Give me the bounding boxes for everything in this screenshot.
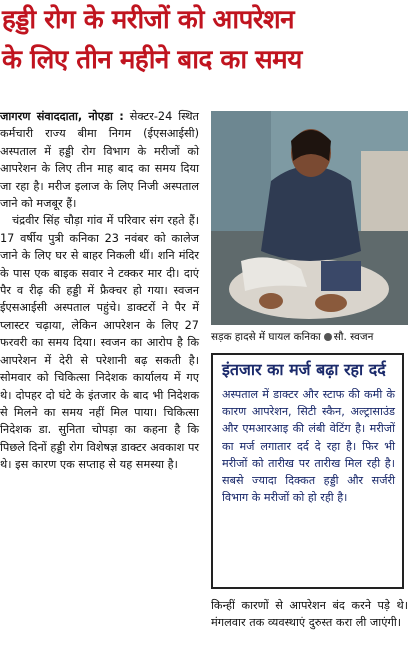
headline xyxy=(0,0,408,80)
sidebar-box-title: इंतजार का मर्ज बढ़ा रहा दर्द xyxy=(222,360,386,379)
paragraph-1-text: सेक्टर-24 स्थित कर्मचारी राज्य बीमा निगम (ईएसआईसी) अस्पताल में हड्डी रोग विभाग के मरीजों को आपरेशन के लिए तीन माह बाद का समय दिया जा रहा है। मरीज इलाज के लिए निजी अस्पताल जाने को मजबूर हैं। xyxy=(0,110,199,211)
sidebar-box xyxy=(211,353,404,589)
bullet-icon xyxy=(324,333,332,341)
headline-line-2: के लिए तीन महीने बाद का समय xyxy=(2,45,302,75)
sidebar-box-body: अस्पताल में डाक्टर और स्टाफ की कमी के कारण आपरेशन, सिटी स्कैन, अल्ट्रासाउंड और एमआरआइ की लंबी वेटिंग है। मरीजों का मर्ज लगातार दर्द दे रहा है। फिर भी मरीजों को तारीख पर तारीख मिल रही है। सबसे ज्यादा दिक्कत हड्डी और सर्जरी विभाग के मरीजों को हो रही है। xyxy=(222,388,395,505)
article-paragraph-1 xyxy=(0,108,199,212)
photo-illustration xyxy=(211,111,408,325)
dateline: जागरण संवाददाता, नोएडा : xyxy=(0,110,124,123)
article-body-column xyxy=(0,108,199,474)
photo-caption xyxy=(211,328,408,346)
caption-text: सड़क हादसे में घायल कनिका xyxy=(211,331,321,343)
article-paragraph-tail: किन्हीं कारणों से आपरेशन बंद करने पड़े थे। मंगलवार तक व्यवस्थाएं दुरुस्त करा ली जाएंगी। xyxy=(211,599,408,630)
photo-credit: सौ. स्वजन xyxy=(333,331,374,343)
news-photo xyxy=(211,111,408,325)
headline-line-1: हड्डी रोग के मरीजों को आपरेशन xyxy=(2,5,295,35)
article-paragraph-2: चंद्रवीर सिंह चौड़ा गांव में परिवार संग रहते हैं। 17 वर्षीय पुत्री कनिका 23 नवंबर को कालेज जाने के लिए घर से बाहर निकली थीं। शनि मंदिर के पास एक बाइक सवार ने टक्कर मार दी। दाएं पैर व रीढ़ की हड्डी में फ्रैक्चर हो गया। स्वजन ईएसआईसी अस्पताल पहुंचे। डाक्टरों ने पैर में प्लास्टर चढ़ाया, लेकिन आपरेशन के लिए 27 फरवरी का समय दिया। स्वजन का आरोप है कि आपरेशन में देरी से परेशानी बढ़ सकती है। सोमवार को चिकित्सा निदेशक कार्यालय में गए थे। दोपहर दो घंटे के इंतजार के बाद भी निदेशक से मिलने का समय नहीं मिल पाया। चिकित्सा निदेशक डा. सुनिता चोपड़ा का कहना है कि पिछले दिनों हड्डी रोग विशेषज्ञ डाक्टर अवकाश पर थे। इस कारण एक सप्ताह से यह समस्या है। xyxy=(0,214,199,472)
